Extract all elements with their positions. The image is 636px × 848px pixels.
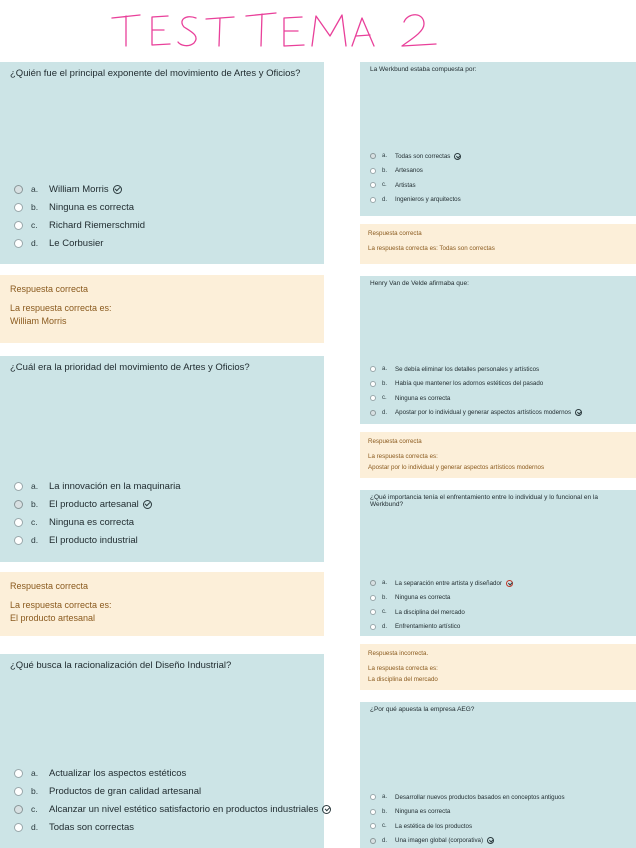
radio-button[interactable] (370, 794, 376, 800)
question-text: La Werkbund estaba compuesta por: (370, 66, 477, 73)
answer-option[interactable] (14, 234, 145, 252)
option-text: Ninguna es correcta (49, 516, 135, 528)
feedback-body (368, 451, 544, 473)
option-letter: a. (382, 580, 388, 587)
question-card (360, 62, 636, 216)
answer-option[interactable] (370, 620, 513, 635)
feedback-answer: La disciplina del mercado (368, 676, 438, 683)
radio-button[interactable] (370, 197, 376, 203)
option-letter: d. (382, 623, 388, 630)
feedback-title: Respuesta correcta (368, 438, 422, 445)
option-text: Se debía eliminar los detalles personales y artísticos (395, 365, 540, 373)
radio-button[interactable] (370, 182, 376, 188)
feedback-answer: El producto artesanal (10, 613, 96, 623)
option-letter: a. (31, 184, 39, 194)
option-text: Una imagen global (corporativa) (395, 837, 484, 845)
radio-button[interactable] (14, 185, 23, 194)
radio-button[interactable] (14, 482, 23, 491)
question-card (360, 276, 636, 424)
question-card (0, 654, 324, 848)
option-letter: d. (382, 837, 388, 844)
correct-check-icon (454, 153, 461, 160)
feedback-title: Respuesta incorrecta. (368, 650, 429, 657)
option-letter: b. (31, 786, 39, 796)
option-text: Había que mantener los adornos estéticos del pasado (395, 380, 544, 388)
answer-option[interactable] (370, 164, 461, 179)
answer-option[interactable] (14, 531, 181, 549)
answer-options (370, 149, 461, 207)
option-letter: d. (31, 535, 39, 545)
feedback-body (368, 243, 495, 254)
option-letter: b. (382, 808, 388, 815)
option-text: Todas son correctas (49, 821, 135, 833)
feedback-box (360, 644, 636, 690)
feedback-box (0, 572, 324, 636)
option-text: El producto artesanal (49, 498, 139, 510)
option-letter: a. (382, 794, 388, 801)
feedback-label: La respuesta correcta es: Todas son correctas (368, 245, 495, 252)
answer-option[interactable] (370, 591, 513, 606)
option-letter: c. (382, 182, 387, 189)
option-letter: d. (382, 196, 388, 203)
radio-button[interactable] (14, 221, 23, 230)
option-text: La innovación en la maquinaria (49, 480, 181, 492)
answer-option[interactable] (370, 377, 582, 392)
option-text: Le Corbusier (49, 237, 104, 249)
radio-button[interactable] (14, 239, 23, 248)
answer-option[interactable] (370, 605, 513, 620)
radio-button[interactable] (370, 609, 376, 615)
radio-button[interactable] (14, 518, 23, 527)
option-text: Ninguna es correcta (395, 808, 451, 816)
radio-button[interactable] (14, 500, 23, 509)
feedback-box (0, 275, 324, 343)
feedback-answer: Apostar por lo individual y generar aspectos artísticos modernos (368, 464, 545, 471)
feedback-body (368, 663, 438, 685)
radio-button[interactable] (370, 168, 376, 174)
feedback-label: La respuesta correcta es: (368, 453, 438, 460)
option-letter: c. (382, 395, 387, 402)
option-text: Alcanzar un nivel estético satisfactorio en productos industriales (49, 803, 319, 815)
option-text: Ninguna es correcta (395, 394, 451, 402)
radio-button[interactable] (370, 809, 376, 815)
question-card (0, 356, 324, 562)
correct-check-icon (322, 805, 331, 814)
answer-options (14, 477, 181, 549)
radio-button[interactable] (14, 787, 23, 796)
answer-options (370, 362, 582, 420)
answer-options (370, 576, 513, 634)
option-text: Artesanos (395, 167, 423, 175)
correct-check-icon (113, 185, 122, 194)
question-text: Henry Van de Velde afirmaba que: (370, 280, 469, 287)
radio-button[interactable] (14, 203, 23, 212)
radio-button[interactable] (370, 153, 376, 159)
option-text: William Morris (49, 183, 109, 195)
radio-button[interactable] (14, 805, 23, 814)
option-letter: d. (31, 238, 39, 248)
feedback-answer: William Morris (10, 316, 67, 326)
option-text: Apostar por lo individual y generar aspectos artísticos modernos (395, 409, 572, 417)
radio-button[interactable] (14, 823, 23, 832)
feedback-label: La respuesta correcta es: (368, 665, 438, 672)
option-text: La estética de los productos (395, 822, 473, 830)
answer-option[interactable] (14, 818, 331, 836)
question-text: ¿Quién fue el principal exponente del movimiento de Artes y Oficios? (10, 68, 301, 79)
option-letter: b. (382, 167, 388, 174)
option-letter: b. (382, 594, 388, 601)
option-text: Artistas (395, 181, 416, 189)
feedback-box (360, 432, 636, 478)
option-text: Richard Riemerschmid (49, 219, 146, 231)
answer-option[interactable] (370, 149, 461, 164)
option-text: El producto industrial (49, 534, 138, 546)
option-text: La disciplina del mercado (395, 608, 465, 616)
option-letter: c. (31, 804, 38, 814)
answer-option[interactable] (14, 198, 145, 216)
option-letter: b. (31, 499, 39, 509)
option-letter: a. (382, 366, 388, 373)
answer-option[interactable] (370, 362, 582, 377)
answer-option[interactable] (370, 193, 461, 208)
answer-options (370, 790, 565, 848)
answer-option[interactable] (370, 406, 582, 421)
answer-option[interactable] (370, 391, 582, 406)
radio-button[interactable] (370, 580, 376, 586)
question-text: ¿Por qué apuesta la empresa AEG? (370, 706, 475, 713)
option-text: Ninguna es correcta (49, 201, 135, 213)
question-text: ¿Qué importancia tenía el enfrentamiento entre lo individual y lo funcional en la Werkbund? (370, 494, 598, 508)
answer-option[interactable] (370, 790, 565, 805)
option-text: Enfrentamiento artístico (395, 623, 461, 631)
answer-options (14, 180, 145, 252)
correct-check-icon (575, 409, 582, 416)
option-text: Actualizar los aspectos estéticos (49, 767, 187, 779)
option-letter: c. (31, 517, 38, 527)
radio-button[interactable] (370, 595, 376, 601)
option-letter: d. (31, 822, 39, 832)
answer-option[interactable] (14, 216, 145, 234)
question-card (360, 702, 636, 848)
feedback-label: La respuesta correcta es: (10, 303, 112, 313)
answer-option[interactable] (14, 782, 331, 800)
answer-option[interactable] (370, 834, 565, 848)
correct-check-icon (487, 837, 494, 844)
answer-option[interactable] (370, 819, 565, 834)
radio-button[interactable] (370, 823, 376, 829)
question-text: ¿Qué busca la racionalización del Diseño Industrial? (10, 660, 232, 671)
radio-button[interactable] (370, 381, 376, 387)
option-text: Desarrollar nuevos productos basados en conceptos antiguos (395, 793, 565, 801)
answer-options (14, 764, 331, 836)
feedback-title: Respuesta correcta (368, 230, 422, 237)
option-text: La separación entre artista y diseñador (395, 579, 502, 587)
radio-button[interactable] (14, 769, 23, 778)
feedback-body (10, 599, 112, 625)
answer-option[interactable] (14, 180, 145, 198)
feedback-label: La respuesta correcta es: (10, 600, 112, 610)
question-card (360, 490, 636, 636)
option-letter: b. (31, 202, 39, 212)
option-letter: b. (382, 380, 388, 387)
option-text: Ninguna es correcta (395, 594, 451, 602)
answer-option[interactable] (370, 178, 461, 193)
handwritten-heading (0, 0, 636, 60)
feedback-title: Respuesta correcta (10, 284, 89, 294)
radio-button[interactable] (370, 366, 376, 372)
radio-button[interactable] (370, 624, 376, 630)
answer-option[interactable] (14, 764, 331, 782)
option-letter: a. (382, 153, 388, 160)
answer-option[interactable] (14, 495, 181, 513)
radio-button[interactable] (370, 838, 376, 844)
answer-option[interactable] (370, 805, 565, 820)
radio-button[interactable] (14, 536, 23, 545)
answer-option[interactable] (14, 800, 331, 818)
feedback-title: Respuesta correcta (10, 581, 89, 591)
incorrect-mark-icon (506, 580, 513, 587)
option-text: Ingenieros y arquitectos (395, 196, 461, 204)
option-letter: c. (382, 609, 387, 616)
option-letter: a. (31, 768, 39, 778)
radio-button[interactable] (370, 395, 376, 401)
option-letter: c. (382, 823, 387, 830)
question-card (0, 62, 324, 264)
question-text: ¿Cuál era la prioridad del movimiento de Artes y Oficios? (10, 362, 250, 373)
feedback-body (10, 302, 112, 328)
option-letter: d. (382, 409, 388, 416)
feedback-box (360, 224, 636, 264)
option-text: Productos de gran calidad artesanal (49, 785, 202, 797)
answer-option[interactable] (14, 513, 181, 531)
radio-button[interactable] (370, 410, 376, 416)
answer-option[interactable] (14, 477, 181, 495)
option-letter: c. (31, 220, 38, 230)
correct-check-icon (143, 500, 152, 509)
answer-option[interactable] (370, 576, 513, 591)
option-letter: a. (31, 481, 39, 491)
option-text: Todas son correctas (395, 152, 451, 160)
